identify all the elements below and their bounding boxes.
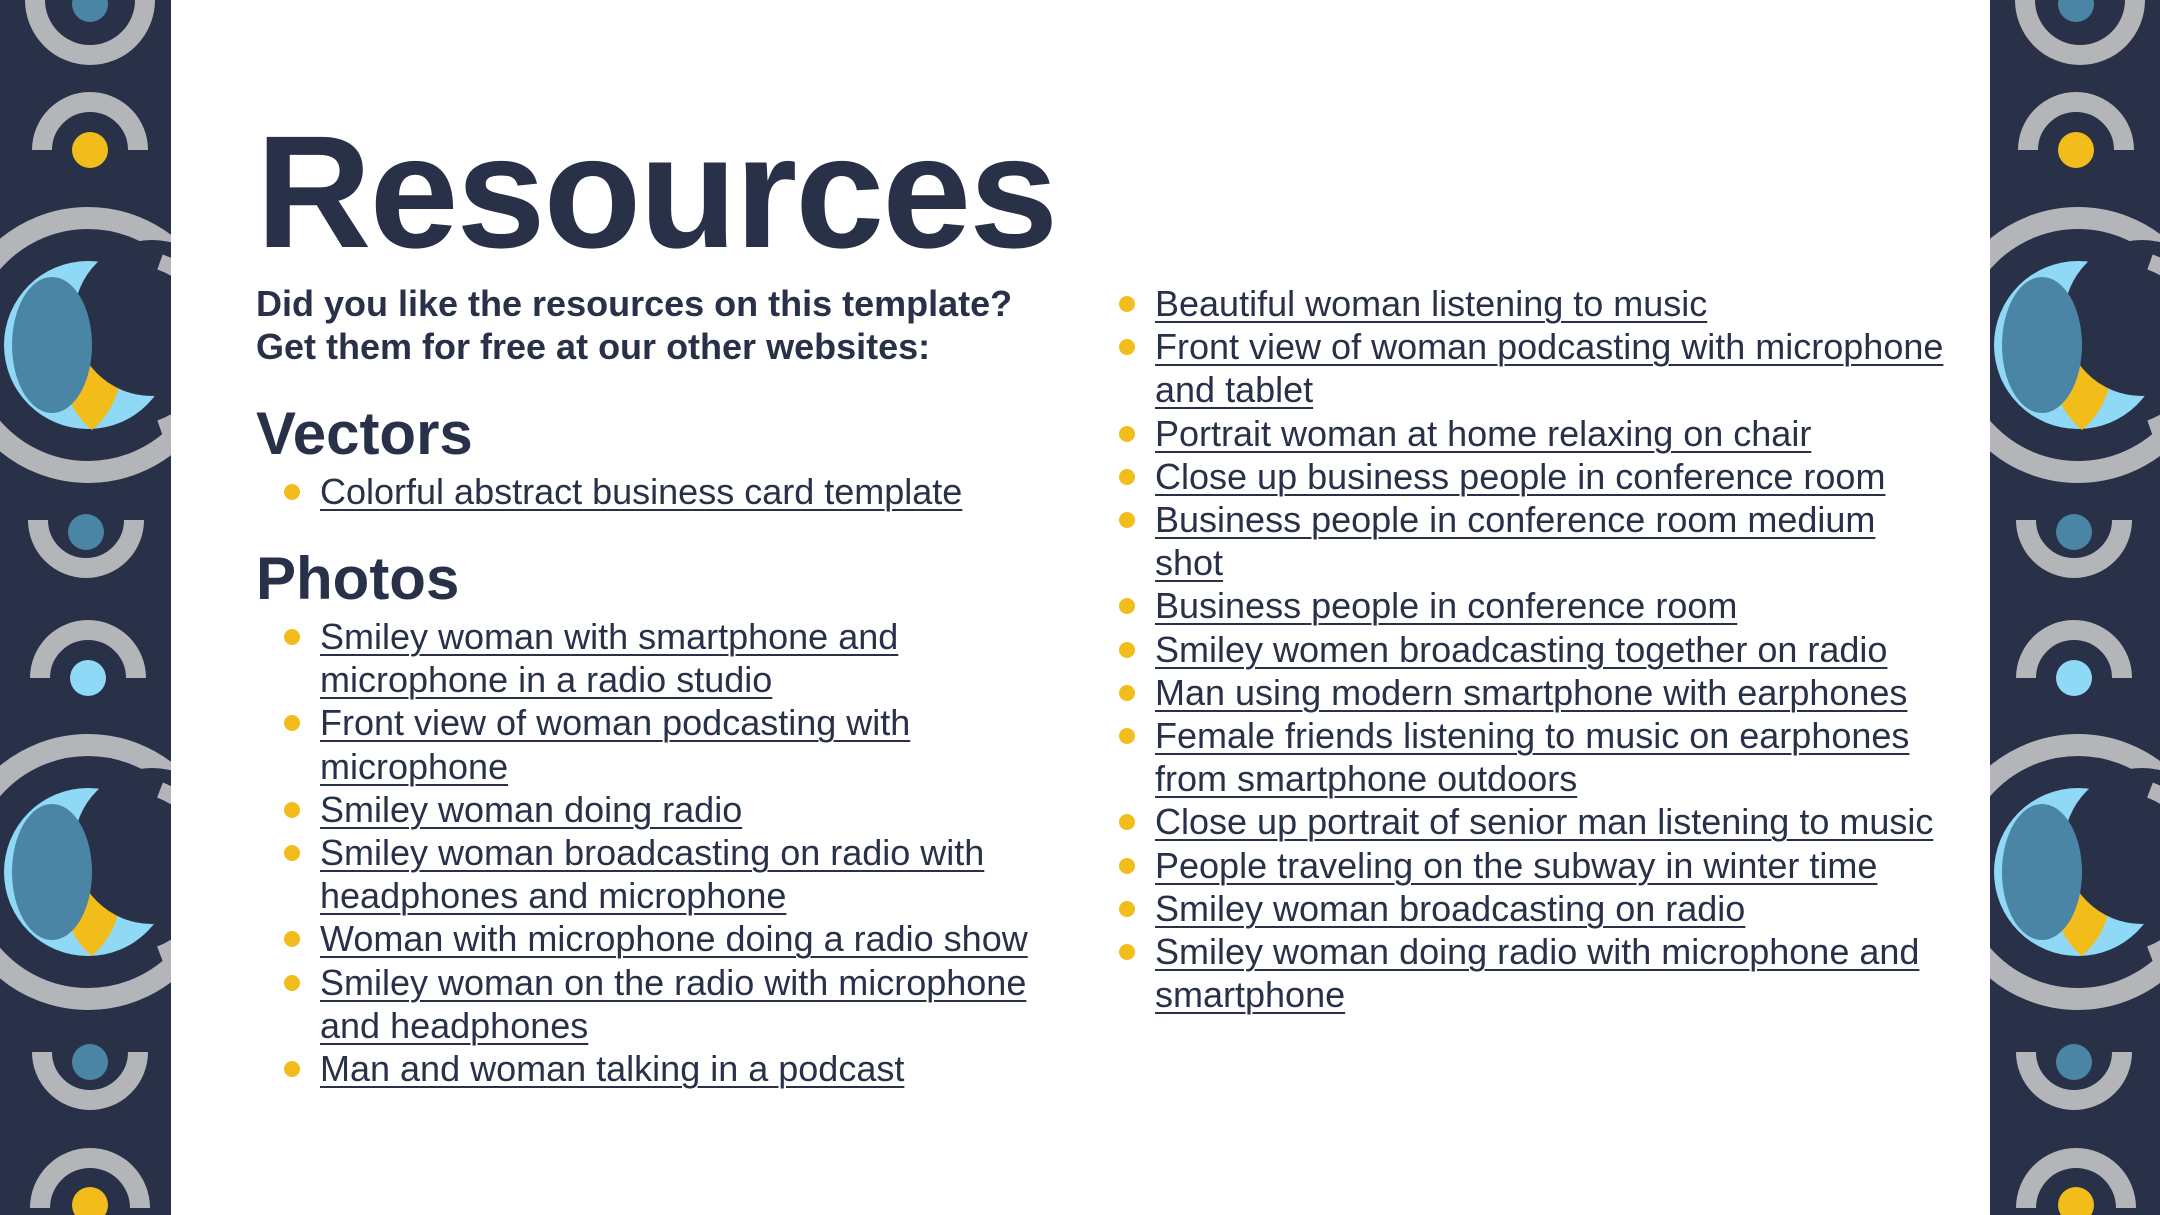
bullet-icon [1119, 944, 1135, 960]
left-pattern-graphic [0, 0, 171, 1215]
resource-link[interactable]: Smiley woman doing radio [320, 788, 743, 830]
right-decorative-strip [1990, 0, 2160, 1215]
list-item [1091, 325, 1951, 411]
resource-link[interactable]: Front view of woman podcasting with microphone and tablet [1155, 326, 1944, 411]
resource-link[interactable]: People traveling on the subway in winter time [1155, 844, 1878, 886]
resource-link[interactable]: Female friends listening to music on earphones from smartphone outdoors [1155, 715, 1910, 800]
bullet-icon [1119, 685, 1135, 701]
resource-link[interactable]: Smiley woman with smartphone and microphone in a radio studio [320, 616, 899, 701]
list-item [256, 961, 1036, 1047]
bullet-icon [1119, 642, 1135, 658]
photos-heading: Photos [256, 545, 460, 612]
bullet-icon [1119, 426, 1135, 442]
list-item [1091, 800, 1951, 843]
resource-link[interactable]: Smiley women broadcasting together on radio [1155, 628, 1888, 670]
vectors-list [256, 470, 1036, 513]
resource-link[interactable]: Close up business people in conference room [1155, 455, 1886, 497]
page-title: Resources [256, 102, 1057, 281]
list-item [1091, 498, 1951, 584]
bullet-icon [284, 802, 300, 818]
resource-link[interactable]: Business people in conference room medium shot [1155, 499, 1876, 584]
resource-link[interactable]: Business people in conference room [1155, 585, 1738, 627]
list-item [1091, 584, 1951, 627]
list-item [256, 470, 1036, 513]
bullet-icon [284, 484, 300, 500]
bullet-icon [284, 931, 300, 947]
resource-link[interactable]: Woman with microphone doing a radio show [320, 918, 1028, 960]
intro-text [256, 282, 1096, 368]
list-item [256, 701, 1036, 787]
resource-link[interactable]: Portrait woman at home relaxing on chair [1155, 412, 1812, 454]
list-item [256, 788, 1036, 831]
resource-link[interactable]: Colorful abstract business card template [320, 471, 963, 512]
list-item [256, 615, 1036, 701]
list-item [256, 831, 1036, 917]
bullet-icon [1119, 296, 1135, 312]
resource-link[interactable]: Smiley woman broadcasting on radio with headphones and microphone [320, 832, 985, 917]
bullet-icon [1119, 728, 1135, 744]
list-item [1091, 282, 1951, 325]
resource-link[interactable]: Close up portrait of senior man listening to music [1155, 801, 1934, 843]
resource-link[interactable]: Front view of woman podcasting with microphone [320, 702, 911, 787]
list-item [1091, 714, 1951, 800]
list-item [1091, 412, 1951, 455]
resource-link[interactable]: Smiley woman broadcasting on radio [1155, 887, 1746, 929]
bullet-icon [1119, 814, 1135, 830]
list-item [256, 1047, 1036, 1090]
left-decorative-strip [0, 0, 171, 1215]
bullet-icon [1119, 858, 1135, 874]
bullet-icon [1119, 469, 1135, 485]
intro-line: Did you like the resources on this template? [256, 283, 1013, 324]
list-item [1091, 628, 1951, 671]
vectors-heading: Vectors [256, 400, 473, 467]
list-item [1091, 455, 1951, 498]
right-pattern-graphic [1990, 0, 2160, 1215]
resource-link[interactable]: Beautiful woman listening to music [1155, 283, 1708, 324]
resource-link[interactable]: Smiley woman doing radio with microphone and smartphone [1155, 931, 1920, 1016]
bullet-icon [1119, 339, 1135, 355]
list-item [1091, 671, 1951, 714]
resource-link[interactable]: Smiley woman on the radio with microphone and headphones [320, 961, 1027, 1046]
bullet-icon [1119, 512, 1135, 528]
bullet-icon [1119, 598, 1135, 614]
bullet-icon [284, 715, 300, 731]
resource-link[interactable]: Man using modern smartphone with earphones [1155, 671, 1908, 713]
intro-line: Get them for free at our other websites: [256, 326, 931, 367]
list-item [1091, 930, 1951, 1016]
bullet-icon [284, 975, 300, 991]
bullet-icon [1119, 901, 1135, 917]
bullet-icon [284, 1061, 300, 1077]
photos-list [256, 615, 1036, 1090]
list-item [256, 917, 1036, 960]
resource-link[interactable]: Man and woman talking in a podcast [320, 1048, 905, 1090]
list-item [1091, 844, 1951, 887]
more-photos-list [1091, 282, 1951, 1016]
bullet-icon [284, 845, 300, 861]
list-item [1091, 887, 1951, 930]
bullet-icon [284, 629, 300, 645]
